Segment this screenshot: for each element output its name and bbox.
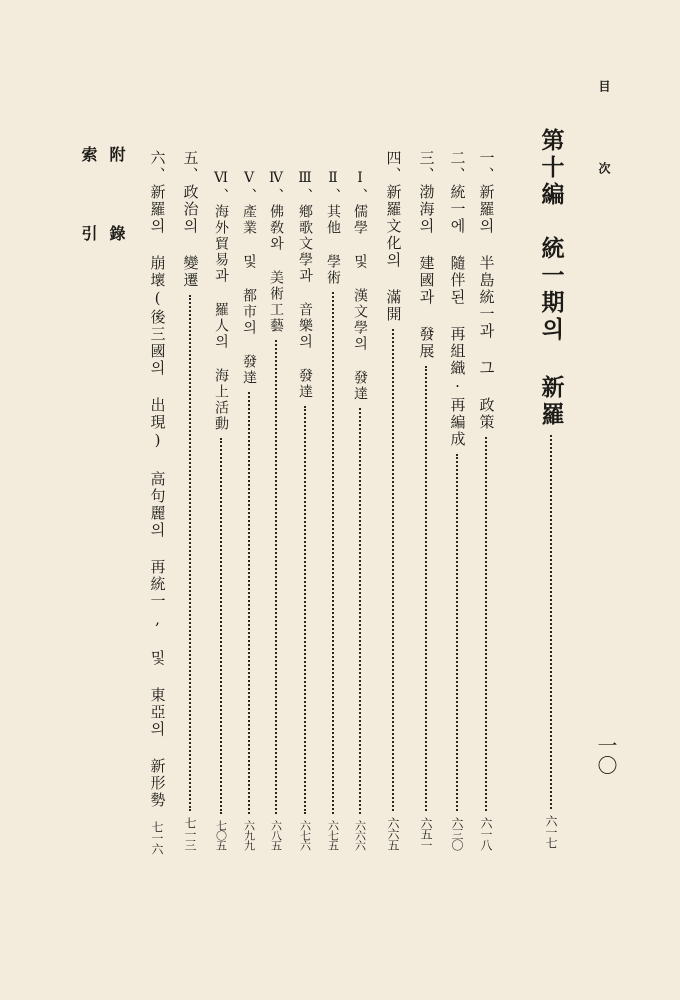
subentry-title: Ⅰ、儒學 및 漢文學의 發達 xyxy=(352,170,368,402)
entry-page: 六一八 xyxy=(479,817,493,850)
dot-leader xyxy=(456,454,458,811)
toc-index[interactable]: 索 引 xyxy=(79,146,98,263)
page-number: 一〇 xyxy=(594,735,618,775)
entry-page: 六三〇 xyxy=(450,817,464,850)
toc-entry-1[interactable] xyxy=(474,150,498,850)
chapter-title: 第十編 統一期의 新羅 xyxy=(537,128,565,429)
subentry-title: Ⅴ、產業 및 都市의 發達 xyxy=(241,170,257,386)
toc-subentry-5[interactable] xyxy=(238,170,260,850)
dot-leader xyxy=(392,329,394,811)
running-header: 目 次 xyxy=(597,80,611,202)
entry-title: 三、渤海의 建國과 發展 xyxy=(417,150,436,360)
toc-subentry-3[interactable] xyxy=(294,170,316,850)
subentry-page: 六七五 xyxy=(326,820,340,850)
subentry-page: 六六六 xyxy=(353,820,367,850)
dot-leader xyxy=(220,438,222,814)
subentry-title: Ⅱ、其他 學術 xyxy=(325,170,341,286)
toc-subentry-6[interactable] xyxy=(210,170,232,850)
entry-title: 一、新羅의 半島統一과 그 政策 xyxy=(477,150,496,431)
dot-leader xyxy=(485,437,487,811)
subentry-page: 七〇五 xyxy=(214,820,228,850)
subentry-title: Ⅲ、鄕歌文學과 音樂의 發達 xyxy=(297,170,313,400)
entry-title: 五、政治의 變遷 xyxy=(181,150,200,289)
toc-entry-4[interactable] xyxy=(381,150,405,850)
subentry-page: 六八五 xyxy=(269,820,283,850)
subentry-page: 六七六 xyxy=(298,820,312,850)
subentry-page: 六九九 xyxy=(242,820,256,850)
toc-entry-5[interactable] xyxy=(178,150,202,850)
subentry-title: Ⅳ、佛敎와 美術工藝 xyxy=(268,170,284,334)
chapter-page: 六一七 xyxy=(544,815,558,848)
entry-title: 六、新羅의 崩壞(後三國의 出現) 高句麗의 再統一, 및 東亞의 新形勢 xyxy=(148,150,167,809)
dot-leader xyxy=(248,392,250,814)
entry-page: 六六五 xyxy=(386,817,400,850)
dot-leader xyxy=(275,340,277,814)
toc-appendix[interactable]: 附 錄 xyxy=(107,146,126,263)
entry-title: 二、統一에 隨伴된 再組織·再編成 xyxy=(448,150,467,448)
entry-title: 四、新羅文化의 滿開 xyxy=(384,150,403,323)
dot-leader xyxy=(332,292,334,814)
toc-entry-3[interactable] xyxy=(414,150,438,850)
toc-entry-6[interactable] xyxy=(145,150,169,854)
toc-entry-2[interactable] xyxy=(445,150,469,850)
subentry-title: Ⅵ、海外貿易과 羅人의 海上活動 xyxy=(213,170,229,432)
dot-leader xyxy=(425,366,427,811)
toc-chapter-10[interactable] xyxy=(536,128,566,848)
entry-page: 七一三 xyxy=(183,817,197,850)
toc-subentry-2[interactable] xyxy=(322,170,344,850)
dot-leader xyxy=(359,408,361,814)
entry-page: 七一六 xyxy=(150,821,164,854)
dot-leader xyxy=(189,295,191,811)
dot-leader xyxy=(304,406,306,814)
entry-page: 六五一 xyxy=(419,817,433,850)
toc-subentry-4[interactable] xyxy=(265,170,287,850)
toc-subentry-1[interactable] xyxy=(349,170,371,850)
dot-leader xyxy=(550,435,552,809)
